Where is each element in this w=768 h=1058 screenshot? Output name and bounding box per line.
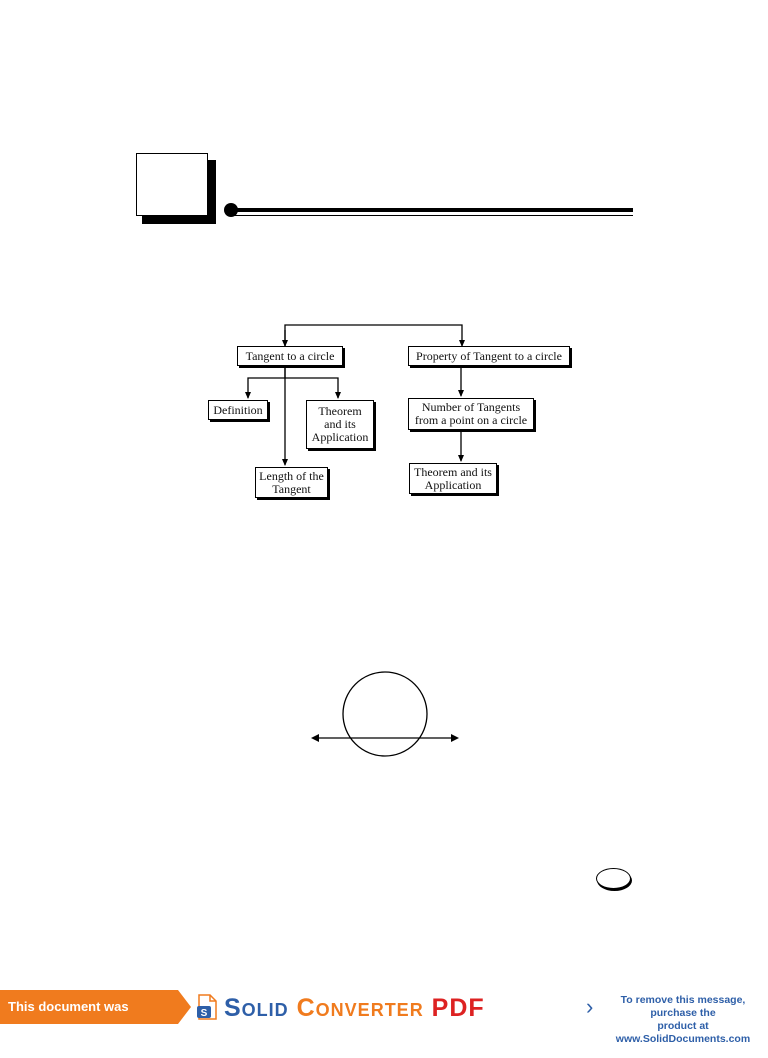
node-theorem-its-line2: Application [424,477,482,492]
node-length-line1: Length of the [259,468,324,483]
node-theorem-line3: Application [311,430,369,444]
node-theorem-its-line1: Theorem and its [414,464,492,479]
secant-right-arrowhead [451,734,459,742]
purchase-notice-line2: product at www.SolidDocuments.com [615,1020,751,1045]
node-definition-label: Definition [213,402,263,417]
brand-word-solid: Solid [224,994,289,1022]
top-bracket-line [285,325,462,346]
circle-figure [343,672,427,756]
banner-arrow-shape [178,990,191,1024]
created-using-text: This document was created using [0,990,178,1024]
node-length-line2: Tangent [272,481,311,496]
chevron-right-icon: › [586,994,594,1019]
node-tangent-to-circle [237,346,343,366]
solid-converter-banner[interactable] [0,990,768,1048]
brand-word-pdf: PDF [431,994,485,1022]
brand-word-converter: Converter [296,994,424,1022]
node-definition [208,400,268,420]
purchase-notice-line1: To remove this message, purchase the [620,994,746,1019]
node-number-of-tangents [408,398,534,430]
node-property-of-tangent-label: Property of Tangent to a circle [416,348,562,363]
node-theorem-and-application [306,400,374,449]
branch-to-definition [248,366,285,398]
solid-converter-logo-icon [196,994,218,1020]
branch-to-theorem [285,378,338,398]
node-length-of-tangent [255,467,328,498]
brand-wordmark [224,993,485,1023]
page-number-oval [596,868,631,889]
svg-text:S: S [200,1008,208,1019]
node-tangent-to-circle-label: Tangent to a circle [245,348,335,363]
node-number-line1: Number of Tangents [421,400,521,414]
node-theorem-and-its-application [409,463,497,494]
node-number-line2: from a point on a circle [414,413,528,427]
node-theorem-line1: Theorem [318,404,362,418]
purchase-notice[interactable] [602,994,764,1046]
node-theorem-line2: and its [324,417,356,431]
secant-left-arrowhead [311,734,319,742]
node-property-of-tangent [408,346,570,366]
